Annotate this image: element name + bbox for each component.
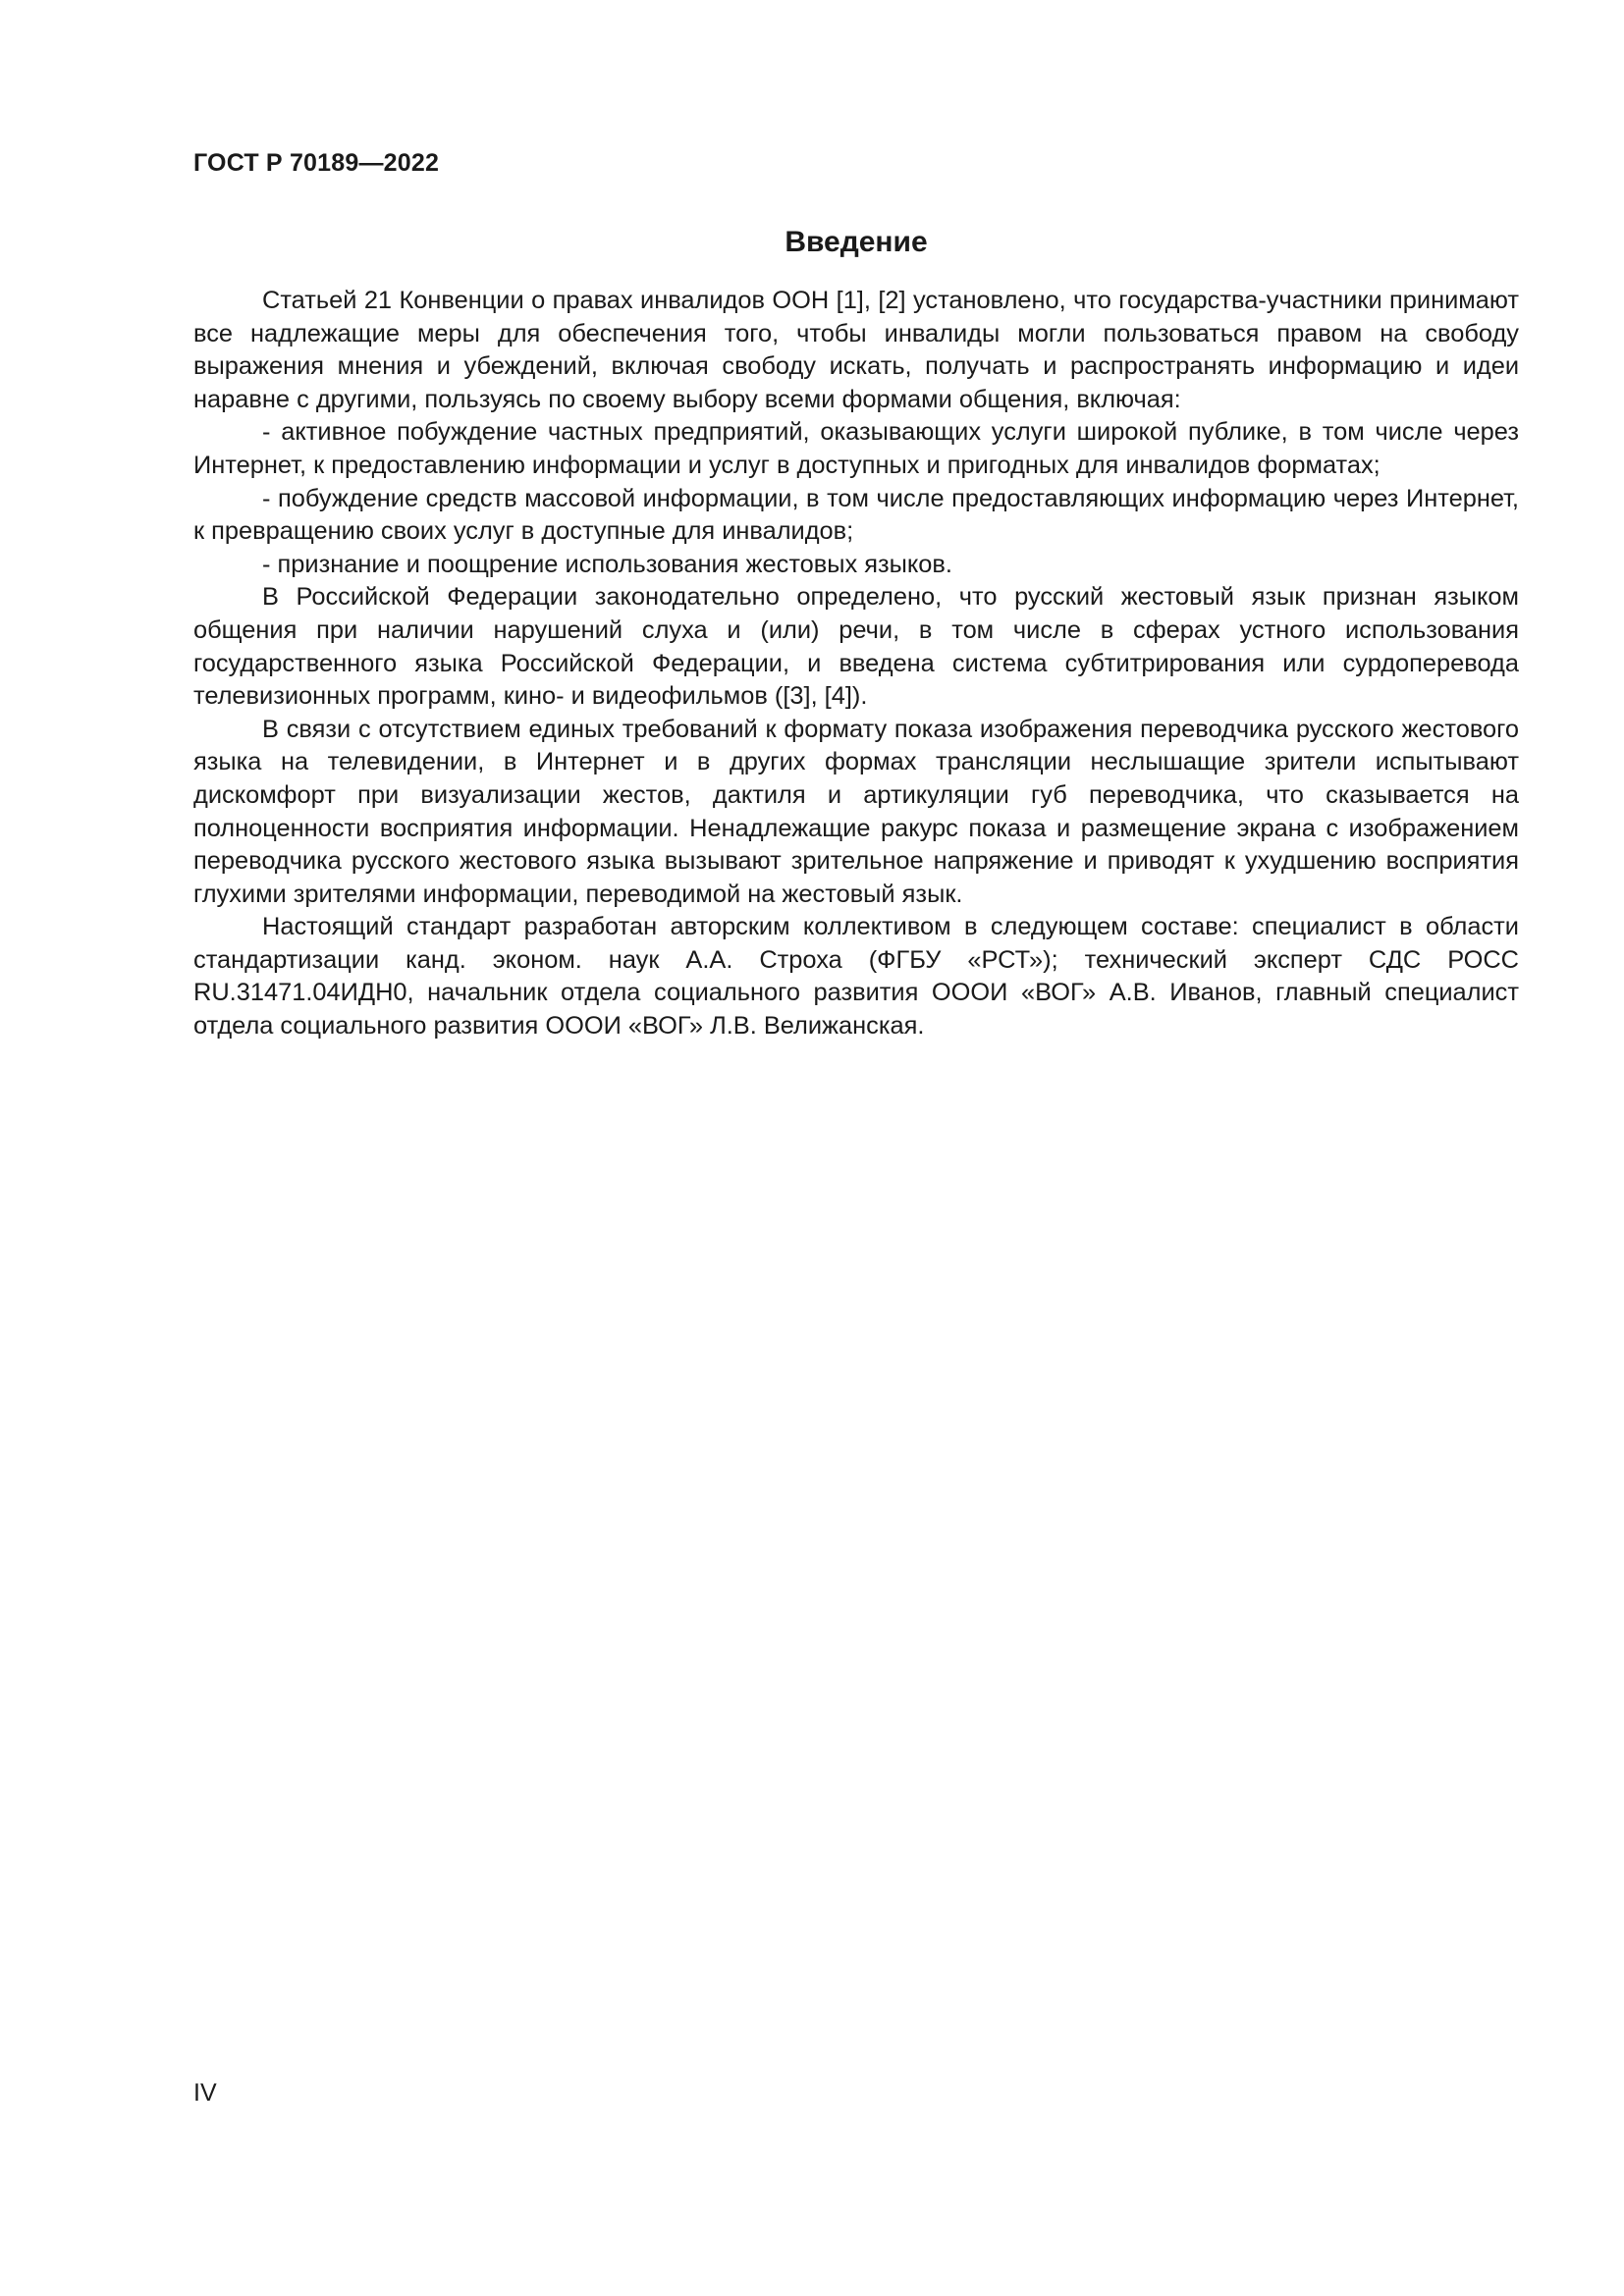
paragraph: Статьей 21 Конвенции о правах инвалидов ООН [1], [2] установлено, что государства-участники принимают все надлежащие меры для обеспечения того, чтобы инвалиды могли пользоваться правом на свободу выражения мнения и убеждений, включая свободу искать, получать и распространять информацию и идеи наравне с другими, пользуясь по своему выбору всеми формами общения, включая: bbox=[193, 287, 1519, 413]
document-code: ГОСТ Р 70189—2022 bbox=[193, 149, 440, 177]
list-item: - побуждение средств массовой информации, в том числе предоставляющих информацию через Интернет, к превращению своих услуг в доступные для инвалидов; bbox=[193, 484, 1519, 546]
section-body bbox=[193, 285, 1519, 1043]
section-title: Введение bbox=[785, 226, 928, 258]
paragraph: Настоящий стандарт разработан авторским коллективом в следующем составе: специалист в области стандартизации канд. эконом. наук А.А. Строха (ФГБУ «РСТ»); технический эксперт СДС РОСС RU.31471.04ИДН0, начальник отдела социального развития ОООИ «ВОГ» А.В. Иванов, главный специалист отдела социального развития ОООИ «ВОГ» Л.В. Велижанская. bbox=[193, 913, 1519, 1041]
paragraph: В Российской Федерации законодательно определено, что русский жестовый язык признан языком общения при наличии нарушений слуха и (или) речи, в том числе в сферах устного использования государственного языка Российской Федерации, и введена система субтитрирования или сурдоперевода телевизионных программ, кино- и видеофильмов ([3], [4]). bbox=[193, 583, 1519, 711]
list-item: - активное побуждение частных предприятий, оказывающих услуги широкой публике, в том числе через Интернет, к предоставлению информации и услуг в доступных и пригодных для инвалидов форматах; bbox=[193, 418, 1519, 479]
paragraph: В связи с отсутствием единых требований к формату показа изображения переводчика русского жестового языка на телевидении, в Интернет и в других формах трансляции неслышащие зрители испытывают дискомфорт при визуализации жестов, дактиля и артикуляции губ переводчика, что сказывается на полноценности восприятия информации. Ненадлежащие ракурс показа и размещение экрана с изображением переводчика русского жестового языка вызывают зрительное напряжение и приводят к ухудшению восприятия глухими зрителями информации, переводимой на жестовый язык. bbox=[193, 715, 1519, 908]
list-item: - признание и поощрение использования жестовых языков. bbox=[262, 550, 952, 578]
page-number: IV bbox=[193, 2079, 217, 2107]
